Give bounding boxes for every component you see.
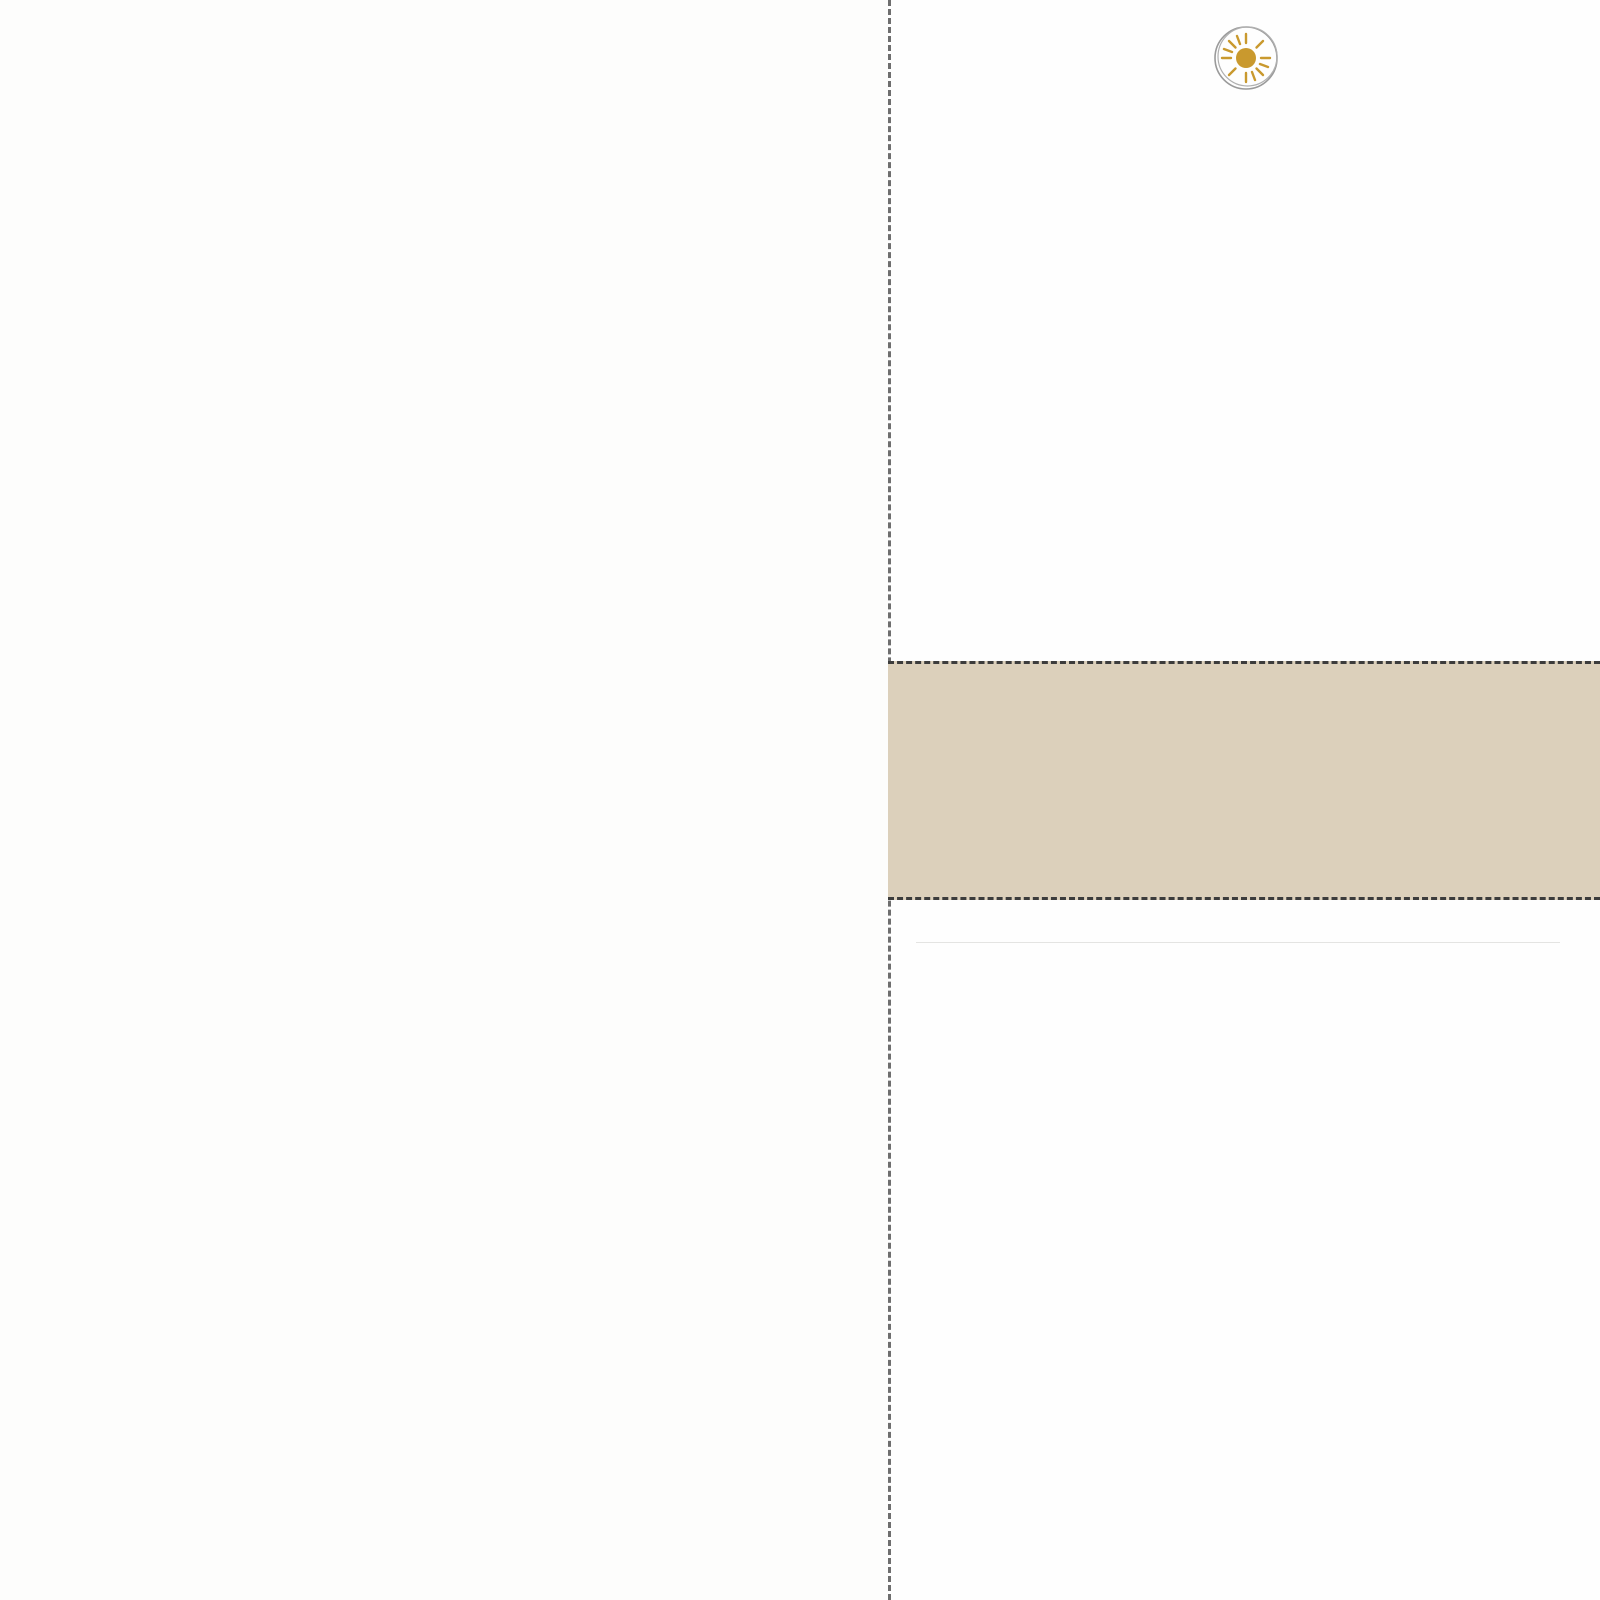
info-panel	[888, 0, 1600, 1600]
symbols-grid	[916, 942, 1560, 969]
sun-icon	[891, 16, 1600, 105]
symbols-section	[891, 900, 1600, 969]
monogram-section	[888, 661, 1600, 900]
monogram-font-4m	[1255, 698, 1545, 704]
monogram-font-5m	[943, 712, 1193, 714]
instructions-section	[891, 16, 1600, 661]
